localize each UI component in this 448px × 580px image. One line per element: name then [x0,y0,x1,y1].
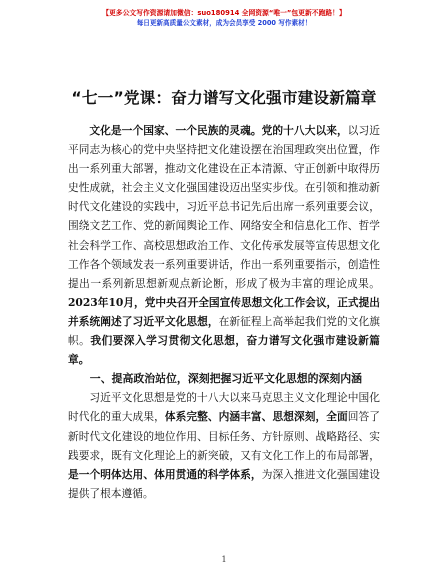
paragraph-1 [68,121,380,369]
document-body [68,121,380,503]
section-heading-1: 一、提高政治站位，深刻把握习近平文化思想的深刻内涵 [89,372,363,386]
banner-line-2: 每日更新高质量公文素材，成为会员享受 2000 写作素材！ [136,19,312,27]
para2-sentence-5: 为深入推进文化强国建设提供了根本遵循。 [68,467,380,500]
para1-sentence-5: 在新征程上高举起我们党的文化旗帜。 [68,314,380,348]
para1-sentence-3: 在引领和推动新时代文化建设的实践中，习近平总书记先后出席一系列重要会议，围绕文艺工作、党的新闻舆论工作、网络安全和信息化工作、哲学社会科学工作、高校思想政治工作、文化传承发展等宣传思想文化工作各个领域发表一系列重要讲话，作出一系列重要指示，创造性提出一系列新思想新观点新论断，形成了极为丰富的理论成果。 [68,181,380,290]
para2-sentence-4: 是一个明体达用、体用贯通的科学体系， [68,467,262,481]
paragraph-2 [68,388,380,503]
para2-sentence-1: 习近平文化思想是党的十八大以来马克思主义文化理论中国化时代化的重大成果， [68,391,380,424]
para2-sentence-3: 回答了新时代文化建设的地位作用、目标任务、方针原则、战略路径、实践要求，既有文化理论上的新突破，又有文化工作上的布局部署， [68,410,380,462]
page-number: 1 [221,555,227,564]
para1-sentence-2: 以习近平同志为核心的党中央坚持把文化建设摆在治国理政突出位置，作出一系列重大部署，推动文化建设在正本清源、守正创新中取得历史性成就，社会主义文化强国建设迈出坚实步伐。 [68,124,380,195]
header-banner [0,8,448,28]
para1-sentence-6: 我们要深入学习贯彻文化思想，奋力谱写文化强市建设新篇章。 [68,334,380,367]
banner-line-1: 【更多公文写作资源请加微信：suo180914 全网资源“唯一”包更新不跑路！】 [102,9,346,17]
para2-sentence-2: 体系完整、内涵丰富、思想深刻，全面 [164,410,348,424]
para1-sentence-1: 文化是一个国家、一个民族的灵魂。党的十八大以来， [89,124,348,137]
document-title: “七一”党课：奋力谱写文化强市建设新篇章 [71,89,377,107]
para1-sentence-4: 2023年10月，党中央召开全国宣传思想文化工作会议，正式提出并系统阐述了习近平文化思想， [68,295,380,328]
